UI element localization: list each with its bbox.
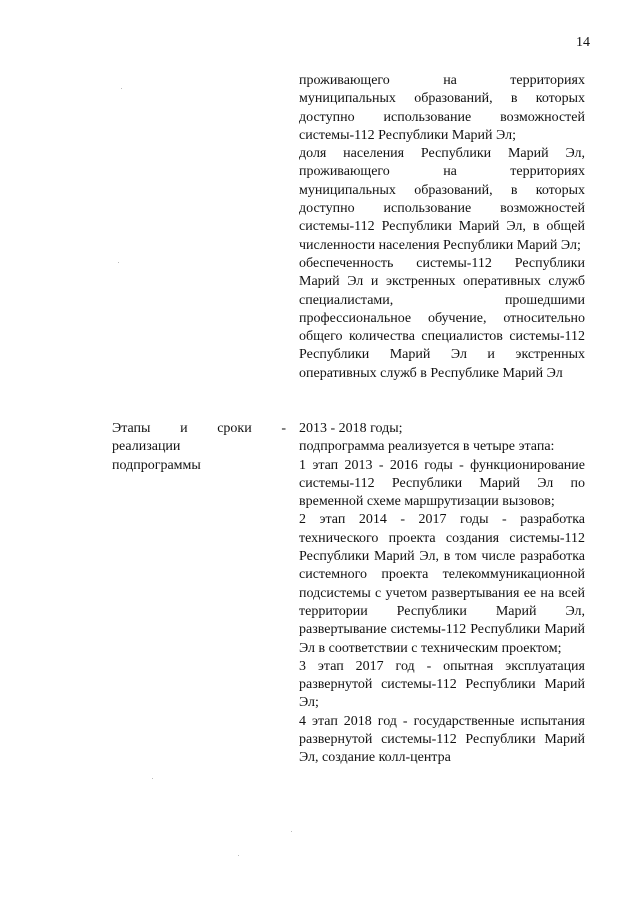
paragraph: обеспеченность системы-112 Республики Марий Эл и экстренных оперативных служб специалистами, прошедшими профессиональное обучение, относительно общего количества специалистов системы-112 Республики Марий Эл и экстренных оперативных служб в Республике Марий Эл (299, 255, 585, 381)
label-line: подпрограммы (112, 457, 201, 473)
scan-speck (152, 778, 153, 779)
stages-text-block (299, 420, 585, 768)
paragraph: 3 этап 2017 год - опытная эксплуатация развернутой системы-112 Республики Марий Эл; (299, 658, 585, 711)
paragraph: 2013 - 2018 годы; (299, 421, 403, 436)
scan-speck (238, 855, 239, 856)
paragraph: 1 этап 2013 - 2016 годы - функционирование системы-112 Республики Марий Эл по временной схеме маршрутизации вызовов; (299, 457, 585, 510)
scan-speck (291, 831, 292, 832)
label-line: реализации (112, 439, 181, 455)
scan-speck (121, 88, 122, 89)
label-dash: - (281, 421, 286, 436)
paragraph: 2 этап 2014 - 2017 годы - разработка технического проекта создания системы-112 Республики Марий Эл, в том числе разработка системного проекта телекоммуникационной подсистемы с учетом развертывания ее на всей территории Республики Марий Эл, развертывание системы-112 Республики Марий Эл в соответствии с техническим проектом; (299, 512, 585, 656)
page-number: 14 (576, 35, 590, 50)
indicators-text-block (299, 72, 585, 383)
scan-speck (118, 262, 119, 263)
label-word: Этапы (112, 421, 151, 436)
label-word: и (180, 421, 188, 436)
paragraph: подпрограмма реализуется в четыре этапа: (299, 439, 555, 455)
paragraph: проживающего на территориях муниципальных образований, в которых доступно использование возможностей системы-112 Республики Марий Эл; (299, 73, 585, 143)
stages-label (112, 420, 286, 475)
label-word: сроки (217, 421, 252, 436)
label-line (112, 420, 286, 438)
paragraph: доля населения Республики Марий Эл, проживающего на территориях муниципальных образований, в которых доступно использование возможностей системы-112 Республики Марий Эл, в общей численности населения Республики Марий Эл; (299, 146, 585, 253)
paragraph: 4 этап 2018 год - государственные испытания развернутой системы-112 Республики Марий Эл, создание колл-центра (299, 713, 585, 766)
